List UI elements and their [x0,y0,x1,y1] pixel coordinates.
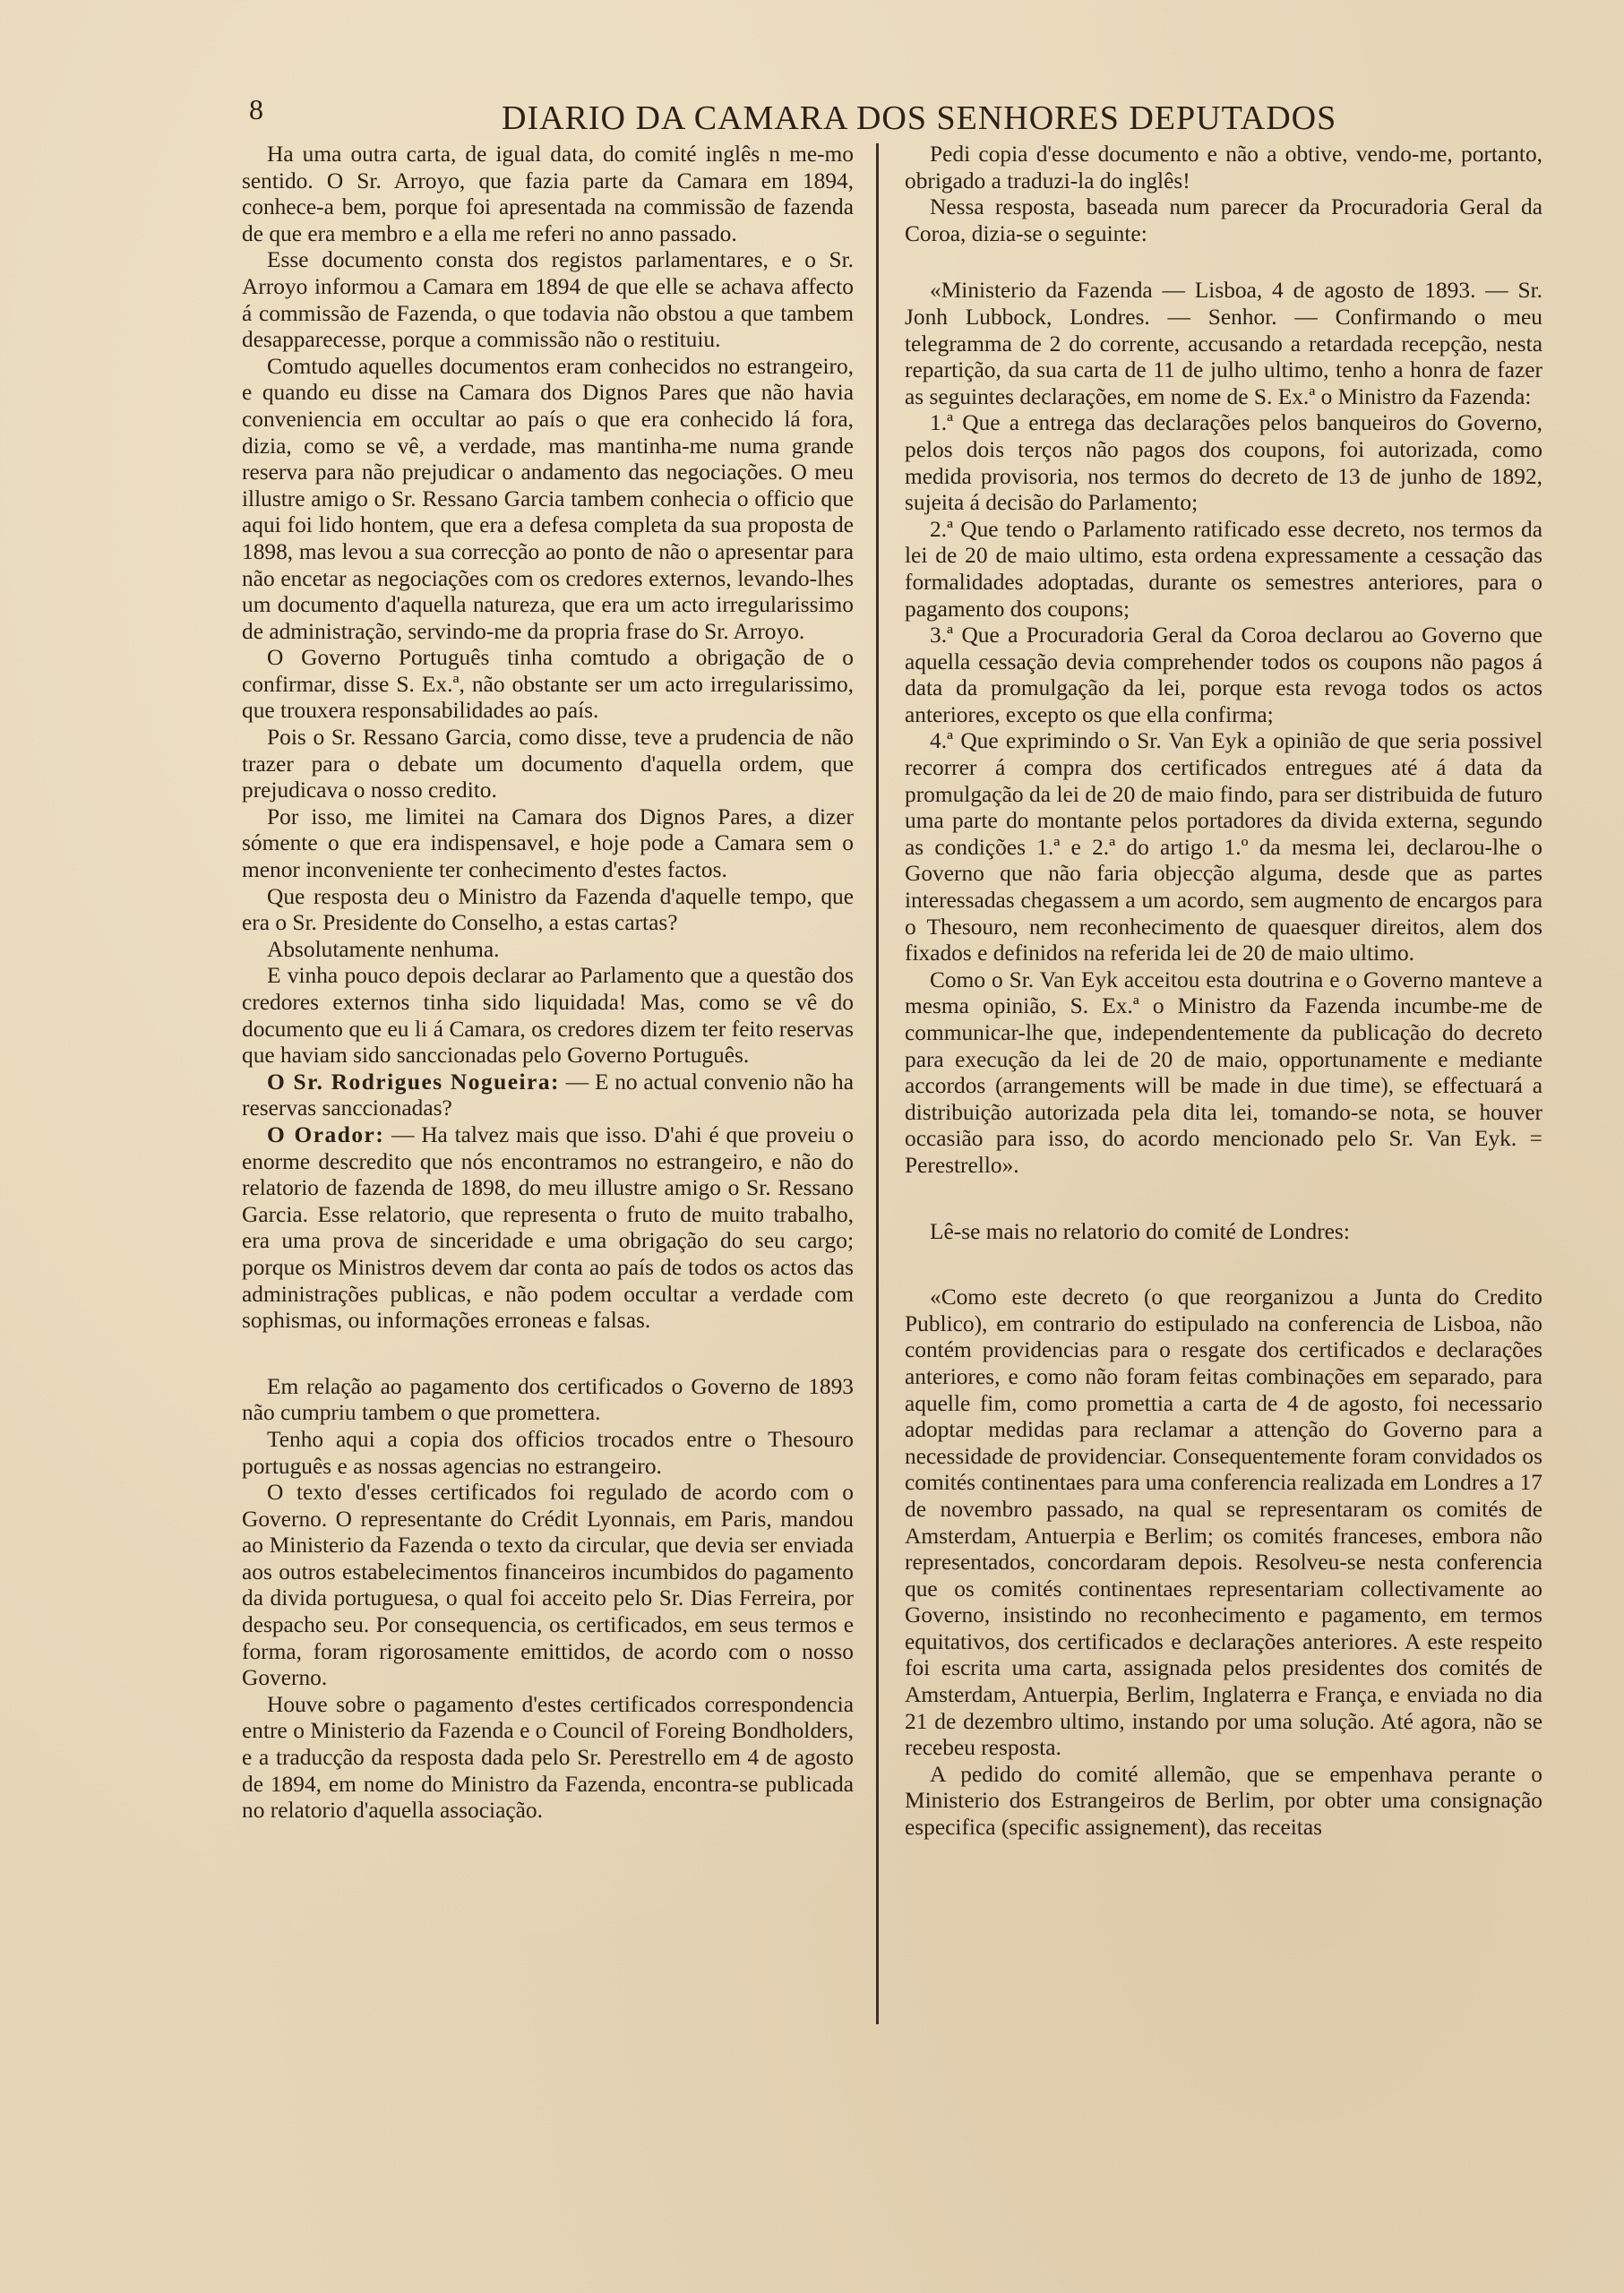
speech-text: — Ha talvez mais que isso. D'ahi é que proveiu o enorme descredito que nós encontramos no estrangeiro, e não do relatorio de fazenda de 1898, do meu illustre amigo o Sr. Ressano Garcia. Esse relatorio, que representa o fruto de muito trabalho, era uma prova de sinceridade e uma obrigação do seu cargo; porque os Ministros devem dar conta ao país de todos os actos das administrações publicas, e não podem occultar a verdade com sophismas, ou informações erroneas e falsas. [242,1121,854,1334]
right-column [905,142,1542,1842]
running-title: DIARIO DA CAMARA DOS SENHORES DEPUTADOS [502,99,1337,137]
paragraph: 4.ª Que exprimindo o Sr. Van Eyk a opinião de que seria possivel recorrer á compra dos certificados entregues até á data da promulgação da lei de 20 de maio findo, para ser distribuida de futuro uma parte do montante pelos portadores da divida externa, segundo as condições 1.ª e 2.ª do artigo 1.º da mesma lei, declarou-lhe o Governo que não faria objecção alguma, desde que as partes interessadas chegassem a um acordo, sem augmento de encargos para o Thesouro, nem reconhecimento de quaesquer direitos, alem dos fixados e definidos na referida lei de 20 de maio ultimo. [905,728,1542,966]
paragraph: Que resposta deu o Ministro da Fazenda d'aquelle tempo, que era o Sr. Presidente do Conselho, a estas cartas? [242,883,854,936]
paragraph: Nessa resposta, baseada num parecer da Procuradoria Geral da Coroa, dizia-se o seguinte: [905,194,1542,246]
paragraph: Pedi copia d'esse documento e não a obtive, vendo-me, portanto, obrigado a traduzi-la do inglês! [905,142,1542,193]
paragraph: Houve sobre o pagamento d'estes certificados correspondencia entre o Ministerio da Fazenda e o Council of Foreing Bondholders, e a traducção da resposta dada pelo Sr. Perestrello em 4 de agosto de 1894, em nome do Ministro da Fazenda, encontra-se publicada no relatorio d'aquella associação. [242,1691,854,1824]
paragraph: Esse documento consta dos registos parlamentares, e o Sr. Arroyo informou a Camara em 1894 de que elle se achava affecto á commissão de Fazenda, o que todavia não obstou a que tambem desapparecesse, porque a commissão não o restituiu. [242,247,854,353]
paragraph: A pedido do comité allemão, que se empenhava perante o Ministerio dos Estrangeiros de Berlim, por obter uma consignação especifica (specific assignement), das receitas [905,1761,1542,1841]
quoted-letter: «Ministerio da Fazenda — Lisboa, 4 de agosto de 1893. — Sr. Jonh Lubbock, Londres. — Senhor. — Confirmando o meu telegramma de 2 do corrente, accusando a retardada recepção, nesta repartição, da sua carta de 11 de julho ultimo, tenho a honra de fazer as seguintes declarações, em nome de S. Ex.ª o Ministro da Fazenda: [905,278,1542,409]
paragraph: 2.ª Que tendo o Parlamento ratificado esse decreto, nos termos da lei de 20 de maio ultimo, esta ordena expressamente a cessação das formalidades adoptadas, durante os semestres anteriores, para o pagamento dos coupons; [905,516,1542,622]
paragraph: O texto d'esses certificados foi regulado de acordo com o Governo. O representante do Crédit Lyonnais, em Paris, mandou ao Ministerio da Fazenda o texto da circular, que devia ser enviada aos outros estabelecimentos financeiros incumbidos do pagamento da divida portuguesa, o qual foi acceito pelo Sr. Dias Ferreira, por despacho seu. Por consequencia, os certificados, em seus termos e forma, foram rigorosamente emittidos, de acordo com o nosso Governo. [242,1480,854,1691]
column-divider [876,143,879,2024]
speaker-name: O Sr. Rodrigues Nogueira: [267,1069,560,1095]
speech-text: — E no actual convenio não ha reservas sanccionadas? [242,1069,854,1121]
paragraph: Por isso, me limitei na Camara dos Dignos Pares, a dizer sómente o que era indispensavel, e hoje pode a Camara sem o menor inconveniente ter conhecimento d'estes factos. [242,803,854,883]
paragraph: Como o Sr. Van Eyk acceitou esta doutrina e o Governo manteve a mesma opinião, S. Ex.ª o Ministro da Fazenda incumbe-me de communicar-lhe que, independentemente da publicação do decreto para execução da lei de 20 de maio, opportunamente e mediante accordos (arrangements will be made in due time), se effectuará a distribuição autorizada pela dita lei, tomando-se nota, se houver occasião para isso, do acordo mencionado pelo Sr. Van Eyk. = Perestrello». [905,966,1542,1178]
paragraph: Lê-se mais no relatorio do comité de Londres: [930,1218,1350,1244]
paragraph: O Governo Português tinha comtudo a obrigação de o confirmar, disse S. Ex.ª, não obstante ser um acto irregularissimo, que trouxera responsabilidades ao país. [242,645,854,724]
speech [242,1122,854,1335]
paragraph: 1.ª Que a entrega das declarações pelos banqueiros do Governo, pelos dois terços não pagos dos coupons, foi autorizada, como medida provisoria, nos termos do decreto de 13 de junho de 1892, sujeita á decisão do Parlamento; [905,410,1542,516]
paragraph: Ha uma outra carta, de igual data, do comité inglês n me-mo sentido. O Sr. Arroyo, que fazia parte da Camara em 1894, conhece-a bem, porque foi apresentada na commissão de fazenda de que era membro e a ella me referi no anno passado. [242,142,854,246]
paragraph: Absolutamente nenhuma. [267,936,500,962]
quoted-report: «Como este decreto (o que reorganizou a Junta do Credito Publico), em contrario do estipulado na conferencia de Lisboa, não contém providencias para o resgate dos certificados e declarações anteriores, e como não foram feitas combinações em separado, para aquelle fim, como promettia a carta de 4 de agosto, foi necessario adoptar medidas para reclamar a attenção do Governo para a necessidade de providenciar. Consequentemente foram convidados os comités continentaes para uma conferencia realizada em Londres a 17 de novembro passado, na qual se representaram os comités de Amsterdam, Antuerpia e Berlim; os comités franceses, embora não representados, concordaram depois. Resolveu-se nesta conferencia que os comités continentaes representariam collectivamente ao Governo, insistindo no reconhecimento e pagamento, em termos equitativos, dos certificados e declarações anteriores. A este respeito foi escrita uma carta, assignada pelos presidentes dos comités de Amsterdam, Antuerpia, Berlim, Inglaterra e França, e enviada no dia 21 de dezembro ultimo, instando por uma solução. Até agora, não se recebeu resposta. [905,1284,1542,1761]
page-number: 8 [249,93,263,125]
left-column [242,142,854,1825]
paragraph: Comtudo aquelles documentos eram conhecidos no estrangeiro, e quando eu disse na Camara dos Dignos Pares que não havia conveniencia em occultar ao país o que era conhecido lá fora, dizia, como se vê, a verdade, mas mantinha-me numa grande reserva para não prejudicar o andamento das negociações. O meu illustre amigo o Sr. Ressano Garcia tambem conhecia o officio que aqui foi lido hontem, que era a defesa completa da sua proposta de 1898, mas levou a sua correcção ao ponto de não o apresentar para não encetar as negociações com os credores externos, levando-lhes um documento d'aquella natureza, que era um acto irregularissimo de administração, servindo-me da propria frase do Sr. Arroyo. [242,353,854,644]
paragraph: 3.ª Que a Procuradoria Geral da Coroa declarou ao Governo que aquella cessação devia comprehender todos os coupons não pagos á data da promulgação da lei, porque esta revoga todos os actos anteriores, excepto os que ella confirma; [905,623,1542,727]
paragraph: Pois o Sr. Ressano Garcia, como disse, teve a prudencia de não trazer para o debate um documento d'aquella ordem, que prejudicava o nosso credito. [242,725,854,803]
interjection [242,1069,854,1122]
speaker-name: O Orador: [267,1121,385,1147]
paragraph: E vinha pouco depois declarar ao Parlamento que a questão dos credores externos tinha sido liquidada! Mas, como se vê do documento que eu li á Camara, os credores dizem ter feito reservas que haviam sido sanccionadas pelo Governo Português. [242,963,854,1069]
paragraph: Em relação ao pagamento dos certificados o Governo de 1893 não cumpriu tambem o que promettera. [242,1373,854,1426]
paragraph: Tenho aqui a copia dos officios trocados entre o Thesouro português e as nossas agencias no estrangeiro. [242,1426,854,1479]
